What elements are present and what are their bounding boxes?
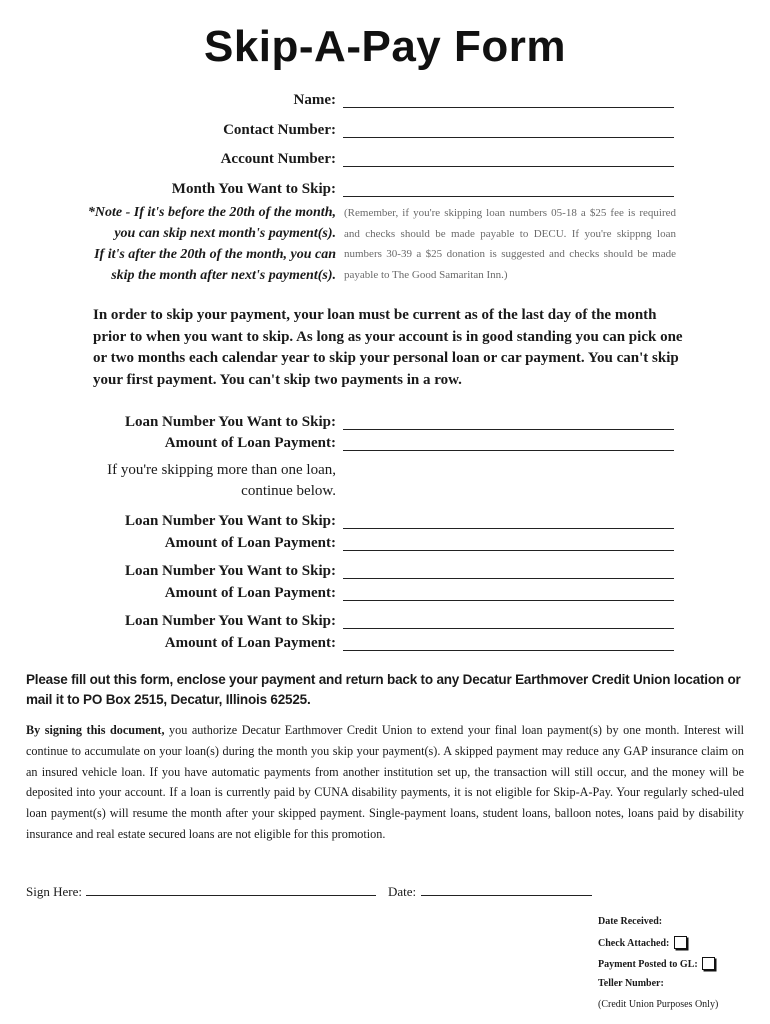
account-number-label: Account Number:	[220, 151, 336, 167]
account-number-input-line[interactable]	[343, 166, 674, 167]
loan-amount-label: Amount of Loan Payment:	[164, 585, 336, 601]
loan-amount-row-4	[0, 631, 770, 655]
loan-amount-input-line[interactable]	[343, 650, 674, 651]
mailing-instructions: Please fill out this form, enclose your payment and return back to any Decatur Earthmover Credit Union location or mail it to PO Box 2515, Decatur, Illinois 62525.	[26, 672, 741, 707]
loan-number-input-line[interactable]	[343, 578, 674, 579]
loan-number-input-line[interactable]	[343, 628, 674, 629]
loan-amount-row-1	[0, 431, 770, 455]
terms-body: you authorize Decatur Earthmover Credit Union to extend your final loan payment(s) by one month. Interest will continue to accumulate on your loan(s) during the month you skip your payment(s). A skipped payment may reduce any GAP insurance claim on an insured vehicle loan. If you have automatic payments from another institution set up, the transaction will still occur, and the money will be deposited into your account. If a loan is currently paid by CUNA disability payments, it is not eligible for Skip-A-Pay. Your regularly sched-uled loan payment(s) will resume the month after your skipped payment. Single-payment loans, student loans, balloon notes, loans paid by disability insurance and real estate secured loans are not eligible for this promotion.	[26, 723, 744, 841]
terms-lead: By signing this document,	[26, 723, 165, 737]
loan-amount-label: Amount of Loan Payment:	[164, 435, 336, 451]
form-title: Skip-A-Pay Form	[203, 22, 566, 71]
name-input-line[interactable]	[343, 107, 674, 108]
name-field-row	[0, 88, 770, 112]
office-purpose-note: (Credit Union Purposes Only)	[598, 999, 719, 1010]
check-attached-checkbox[interactable]	[674, 936, 687, 949]
date-label: Date:	[388, 884, 417, 899]
loan-amount-label: Amount of Loan Payment:	[164, 635, 336, 651]
loan-number-input-line[interactable]	[343, 429, 674, 430]
month-to-skip-field-row	[0, 177, 770, 201]
date-line[interactable]	[421, 895, 592, 896]
loan-amount-input-line[interactable]	[343, 450, 674, 451]
payment-posted-checkbox[interactable]	[702, 957, 715, 970]
loan-number-input-line[interactable]	[343, 528, 674, 529]
contact-number-label: Contact Number:	[223, 122, 336, 138]
loan-number-label: Loan Number You Want to Skip:	[124, 414, 336, 430]
check-attached-row	[598, 936, 687, 949]
loan-amount-row-2	[0, 531, 770, 555]
multiple-loans-note: If you're skipping more than one loan, continue below.	[107, 462, 336, 499]
loan-number-row-2	[0, 509, 770, 533]
sign-here-label: Sign Here:	[26, 884, 82, 899]
payment-posted-row	[598, 957, 715, 970]
loan-number-label: Loan Number You Want to Skip:	[124, 613, 336, 629]
loan-amount-row-3	[0, 581, 770, 605]
fee-reminder-note: (Remember, if you're skipping loan numbers 05-18 a $25 fee is required and checks should be made payable to DECU. If you're skippng loan numbers 30-39 a $25 donation is suggested and checks should be made payable to The Good Samaritan Inn.)	[344, 207, 676, 281]
loan-number-row-4	[0, 609, 770, 633]
month-to-skip-input-line[interactable]	[343, 196, 674, 197]
contact-number-field-row	[0, 118, 770, 142]
loan-number-label: Loan Number You Want to Skip:	[124, 513, 336, 529]
contact-number-input-line[interactable]	[343, 137, 674, 138]
loan-number-row-3	[0, 559, 770, 583]
loan-amount-label: Amount of Loan Payment:	[164, 535, 336, 551]
signature-line[interactable]	[86, 895, 376, 896]
name-label: Name:	[293, 92, 336, 108]
loan-number-label: Loan Number You Want to Skip:	[124, 563, 336, 579]
skip-timing-note: *Note - If it's before the 20th of the month, you can skip next month's payment(s). If it's after the 20th of the month, you can skip the month after next's payment(s).	[87, 205, 336, 283]
date-received-label: Date Received:	[598, 916, 663, 927]
loan-amount-input-line[interactable]	[343, 550, 674, 551]
teller-number-label: Teller Number:	[598, 978, 664, 989]
check-attached-label: Check Attached:	[598, 938, 670, 949]
payment-posted-label: Payment Posted to GL:	[598, 959, 698, 970]
eligibility-paragraph: In order to skip your payment, your loan must be current as of the last day of the month prior to when you want to skip. As long as your account is in good standing you can pick one or two months each calendar year to skip your personal loan or car payment. You can't skip your first payment. You can't skip two payments in a row.	[93, 307, 683, 388]
account-number-field-row	[0, 147, 770, 171]
month-to-skip-label: Month You Want to Skip:	[171, 181, 336, 197]
terms-paragraph	[26, 720, 744, 845]
loan-amount-input-line[interactable]	[343, 600, 674, 601]
